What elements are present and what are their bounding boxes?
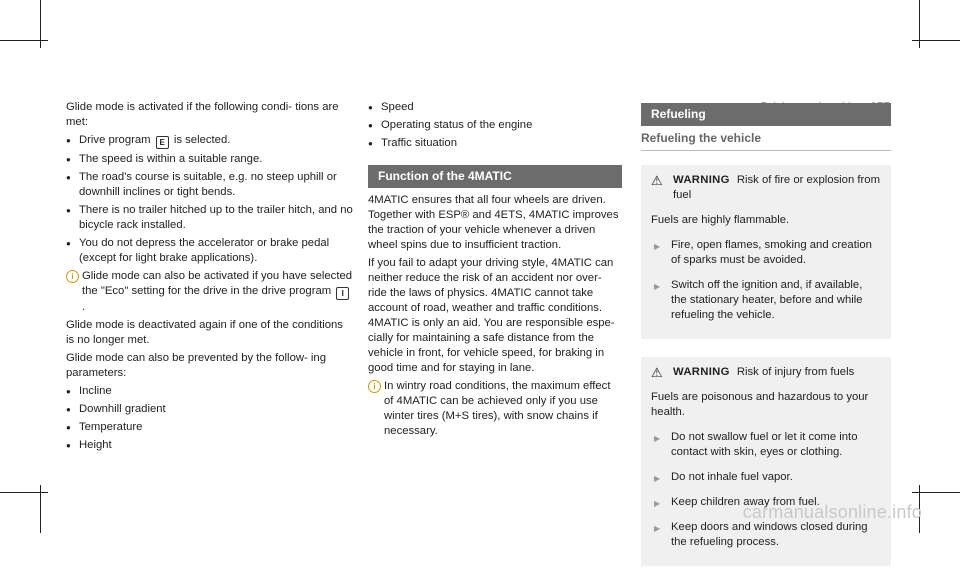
parameters-list-cont <box>368 100 622 151</box>
list-item: ● Temperature <box>66 420 354 435</box>
column-1 <box>66 100 354 456</box>
list-item: ● Speed <box>368 100 622 115</box>
warning-text: Fuels are poisonous and hazardous to your health. <box>651 391 869 418</box>
4matic-para-1: 4MATIC ensures that all four wheels are driven. Together with ESP® and 4ETS, 4MATIC improves the traction of your vehicle whenever a driven wheel spins due to insufficient traction. <box>368 194 619 251</box>
warning-label: WARNING <box>673 366 730 378</box>
section-title-refueling: Refueling <box>641 103 891 126</box>
warning-step: ▶ Do not inhale fuel vapor. <box>651 470 881 485</box>
warning-step: ▶ Switch off the ignition and, if available, the stationary heater, before and while refueling the vehicle. <box>651 278 881 323</box>
conditions-list <box>66 133 354 266</box>
deactivated-text: Glide mode is deactivated again if one of the conditions is no longer met. <box>66 319 343 346</box>
warning-triangle-icon: ⚠ <box>651 365 663 380</box>
warning-text: Fuels are highly flammable. <box>651 214 790 226</box>
warning-triangle-icon: ⚠ <box>651 173 663 188</box>
list-item: ● Incline <box>66 384 354 399</box>
warning-step: ▶ Fire, open flames, smoking and creation of sparks must be avoided. <box>651 238 881 268</box>
intro-text: Glide mode is activated if the following condi- tions are met: <box>66 101 339 128</box>
info-icon: i <box>66 270 79 283</box>
warning-step: ▶ Keep children away from fuel. <box>651 495 881 510</box>
list-item: ● Downhill gradient <box>66 402 354 417</box>
column-2 <box>368 100 622 442</box>
list-item: ● The road's course is suitable, e.g. no steep uphill or downhill inclines or tight bends. <box>66 170 354 200</box>
list-item: ● The speed is within a suitable range. <box>66 152 354 167</box>
crop-mark <box>0 40 48 41</box>
list-item: ● You do not depress the accelerator or brake pedal (except for light brake applications). <box>66 236 354 266</box>
list-item: ● Drive program E is selected. <box>66 133 354 149</box>
watermark: carmanualsonline.info <box>742 502 922 522</box>
crop-mark <box>912 492 960 493</box>
list-item: ● There is no trailer hitched up to the trailer hitch, and no bicycle rack installed. <box>66 203 354 233</box>
drive-program-individual-icon: I <box>336 287 349 300</box>
warning-box-fire <box>641 165 891 339</box>
warning-box-injury <box>641 357 891 566</box>
section-title-4matic: Function of the 4MATIC <box>368 165 622 188</box>
warning-step: ▶ Do not swallow fuel or let it come into contact with skin, eyes or clothing. <box>651 430 881 460</box>
warning-title: Risk of fire or explosion from fuel <box>673 174 880 201</box>
drive-program-e-icon: E <box>156 136 169 149</box>
info-note: i In wintry road conditions, the maximum effect of 4MATIC can be achieved only if you use winter tires (M+S tires), with snow chains if necessary. <box>368 379 622 439</box>
list-item: ● Height <box>66 438 354 453</box>
prevented-text: Glide mode can also be prevented by the follow- ing parameters: <box>66 352 326 379</box>
crop-mark <box>0 492 48 493</box>
parameters-list <box>66 384 354 453</box>
subheading: Refueling the vehicle <box>641 131 891 151</box>
info-note: i Glide mode can also be activated if you have selected the "Eco" setting for the drive in the drive program I. <box>66 269 354 315</box>
warning-step: ▶ Keep doors and windows closed during the refueling process. <box>651 520 881 550</box>
list-item: ● Traffic situation <box>368 136 622 151</box>
info-icon: i <box>368 380 381 393</box>
list-item: ● Operating status of the engine <box>368 118 622 133</box>
warning-title: Risk of injury from fuels <box>736 366 855 378</box>
crop-mark <box>912 40 960 41</box>
4matic-para-2: If you fail to adapt your driving style, 4MATIC can neither reduce the risk of an accident nor over- ride the laws of physics. 4MATIC cannot take account of road, weather and traffic conditions. 4MATIC is only an aid. You are responsible espe- cially for maintaining a safe distance from the vehicle in front, for vehicle speed, for braking in good time and for staying in lane. <box>368 257 615 374</box>
warning-label: WARNING <box>673 174 730 186</box>
